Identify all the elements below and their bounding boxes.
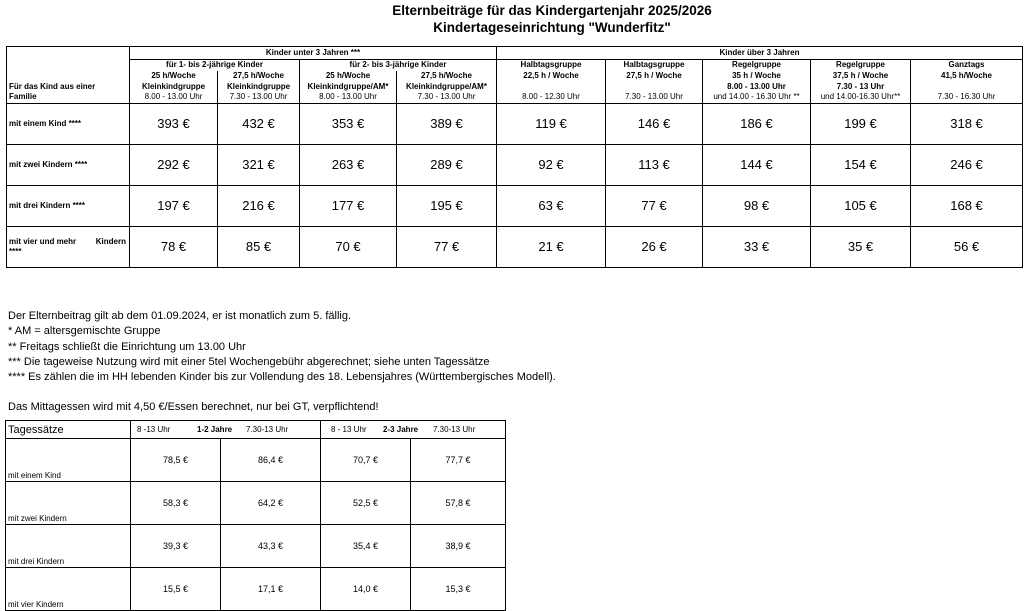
header-time: 8 - 13 Uhr [331, 425, 367, 434]
row-label: mit vier Kindern [6, 568, 131, 611]
footnote: **** Es zählen die im HH lebenden Kinder bis zur Vollendung des 18. Lebensjahres (Württembergisches Modell). [8, 371, 556, 384]
table-row [7, 226, 1023, 267]
row-label: mit drei Kindern **** [7, 185, 130, 226]
col-hours-6: 27,5 h / Woche [606, 71, 703, 82]
fee-cell: 26 € [606, 226, 703, 267]
col-times-6: 7.30 - 13.00 Uhr [606, 92, 703, 103]
col-group-7: 8.00 - 13.00 Uhr [703, 81, 811, 92]
col-group-6 [606, 81, 703, 92]
table-row [6, 568, 506, 611]
fee-cell: 77 € [606, 185, 703, 226]
fee-cell: 177 € [300, 185, 397, 226]
col-group-2: Kleinkindgruppe [218, 81, 300, 92]
fee-cell: 389 € [397, 103, 497, 144]
fee-cell: 70 € [300, 226, 397, 267]
rate-cell: 35,4 € [321, 525, 411, 568]
col-group-3: Kleinkindgruppe/AM* [300, 81, 397, 92]
fee-cell: 35 € [811, 226, 911, 267]
sub-2-3: für 2- bis 3-jährige Kinder [300, 60, 497, 71]
rate-cell: 38,9 € [411, 525, 506, 568]
col-group-5 [497, 81, 606, 92]
fee-cell: 78 € [130, 226, 218, 267]
table-row [7, 144, 1023, 185]
fee-cell: 246 € [911, 144, 1023, 185]
row-label-part: Kindern [95, 236, 126, 246]
fee-cell: 168 € [911, 185, 1023, 226]
footnote: *** Die tageweise Nutzung wird mit einer 5tel Wochengebühr abgerechnet; siehe unten Tagessätze [8, 355, 490, 368]
fee-cell: 77 € [397, 226, 497, 267]
daily-rates-table [5, 420, 506, 611]
fee-cell: 292 € [130, 144, 218, 185]
col-times-4: 7.30 - 13.00 Uhr [397, 92, 497, 103]
fee-cell: 63 € [497, 185, 606, 226]
fee-cell: 263 € [300, 144, 397, 185]
header-time: 7.30-13 Uhr [246, 425, 289, 434]
col-group-4: Kleinkindgruppe/AM* [397, 81, 497, 92]
rate-cell: 77,7 € [411, 439, 506, 482]
rate-cell: 64,2 € [221, 482, 321, 525]
header-time: 8 -13 Uhr [137, 425, 171, 434]
fee-cell: 321 € [218, 144, 300, 185]
fee-table [6, 46, 1023, 268]
col-times-1: 8.00 - 13.00 Uhr [130, 92, 218, 103]
header-row-group [7, 81, 1023, 92]
group-under3: Kinder unter 3 Jahren *** [130, 47, 497, 60]
sub-1-2: für 1- bis 2-jährige Kinder [130, 60, 300, 71]
fee-cell: 105 € [811, 185, 911, 226]
col-hours-2: 27,5 h/Woche [218, 71, 300, 82]
col-hours-8: 37,5 h / Woche [811, 71, 911, 82]
rate-cell: 17,1 € [221, 568, 321, 611]
col-times-8: und 14.00-16.30 Uhr** [811, 92, 911, 103]
fee-cell: 195 € [397, 185, 497, 226]
family-label-2: Familie [7, 92, 130, 103]
rate-cell: 52,5 € [321, 482, 411, 525]
col-hours-3: 25 h/Woche [300, 71, 397, 82]
daily-rates-title: Tagessätze [6, 421, 131, 439]
rate-cell: 15,3 € [411, 568, 506, 611]
fee-cell: 33 € [703, 226, 811, 267]
col-name-9: Ganztags [911, 60, 1023, 71]
fee-cell: 197 € [130, 185, 218, 226]
fee-cell: 119 € [497, 103, 606, 144]
header-time: 7.30-13 Uhr [433, 425, 476, 434]
footnote: ** Freitags schließt die Einrichtung um 13.00 Uhr [8, 340, 246, 353]
header-row-hours [7, 71, 1023, 82]
row-label: mit zwei Kindern [6, 482, 131, 525]
col-name-5: Halbtagsgruppe [497, 60, 606, 71]
document-title: Elternbeiträge für das Kindergartenjahr 2025/2026 [392, 3, 712, 18]
row-label-part: **** [9, 246, 22, 256]
rate-cell: 57,8 € [411, 482, 506, 525]
daily-rates-header [6, 421, 506, 439]
fee-cell: 146 € [606, 103, 703, 144]
row-label: mit einem Kind **** [7, 103, 130, 144]
col-name-7: Regelgruppe [703, 60, 811, 71]
table-row [7, 103, 1023, 144]
col-times-7: und 14.00 - 16.30 Uhr ** [703, 92, 811, 103]
col-hours-4: 27,5 h/Woche [397, 71, 497, 82]
row-label [7, 226, 130, 267]
row-label: mit drei Kindern [6, 525, 131, 568]
fee-cell: 216 € [218, 185, 300, 226]
fee-cell: 92 € [497, 144, 606, 185]
rate-cell: 70,7 € [321, 439, 411, 482]
rate-cell: 39,3 € [131, 525, 221, 568]
col-times-3: 8.00 - 13.00 Uhr [300, 92, 397, 103]
fee-cell: 353 € [300, 103, 397, 144]
header-age: 1-2 Jahre [197, 425, 233, 434]
header-age-2-3 [321, 421, 506, 439]
rate-cell: 86,4 € [221, 439, 321, 482]
fee-cell: 56 € [911, 226, 1023, 267]
fee-cell: 144 € [703, 144, 811, 185]
header-age-1-2 [131, 421, 321, 439]
rate-cell: 58,3 € [131, 482, 221, 525]
fee-cell: 113 € [606, 144, 703, 185]
fee-cell: 393 € [130, 103, 218, 144]
col-group-1: Kleinkindgruppe [130, 81, 218, 92]
header-row-times [7, 92, 1023, 103]
fee-cell: 432 € [218, 103, 300, 144]
fee-cell: 318 € [911, 103, 1023, 144]
rate-cell: 15,5 € [131, 568, 221, 611]
row-label: mit zwei Kindern **** [7, 144, 130, 185]
fee-cell: 199 € [811, 103, 911, 144]
footnote: * AM = altersgemischte Gruppe [8, 325, 161, 338]
lunch-note: Das Mittagessen wird mit 4,50 €/Essen berechnet, nur bei GT, verpflichtend! [8, 401, 379, 414]
header-row-sub [7, 60, 1023, 71]
rate-cell: 43,3 € [221, 525, 321, 568]
fee-cell: 154 € [811, 144, 911, 185]
footnote: Der Elternbeitrag gilt ab dem 01.09.2024, er ist monatlich zum 5. fällig. [8, 310, 352, 322]
fee-cell: 289 € [397, 144, 497, 185]
col-group-8: 7.30 - 13 Uhr [811, 81, 911, 92]
col-group-9 [911, 81, 1023, 92]
col-hours-5: 22,5 h / Woche [497, 71, 606, 82]
footnotes [8, 309, 556, 416]
fee-cell: 186 € [703, 103, 811, 144]
rate-cell: 78,5 € [131, 439, 221, 482]
row-label-part: mit vier und mehr [9, 236, 77, 246]
col-hours-1: 25 h/Woche [130, 71, 218, 82]
table-row [6, 439, 506, 482]
fee-cell: 21 € [497, 226, 606, 267]
col-name-6: Halbtagsgruppe [606, 60, 703, 71]
table-row [6, 525, 506, 568]
header-row-groups [7, 47, 1023, 60]
col-times-5: 8.00 - 12.30 Uhr [497, 92, 606, 103]
col-times-9: 7.30 - 16.30 Uhr [911, 92, 1023, 103]
row-label: mit einem Kind [6, 439, 131, 482]
fee-cell: 98 € [703, 185, 811, 226]
rate-cell: 14,0 € [321, 568, 411, 611]
family-label-1: Für das Kind aus einer [7, 81, 130, 92]
col-times-2: 7.30 - 13.00 Uhr [218, 92, 300, 103]
header-age: 2-3 Jahre [383, 425, 419, 434]
table-row [7, 185, 1023, 226]
table-row [6, 482, 506, 525]
col-hours-9: 41,5 h/Woche [911, 71, 1023, 82]
document-subtitle: Kindertageseinrichtung "Wunderfitz" [433, 20, 671, 35]
col-name-8: Regelgruppe [811, 60, 911, 71]
fee-cell: 85 € [218, 226, 300, 267]
col-hours-7: 35 h / Woche [703, 71, 811, 82]
corner-cell [7, 47, 130, 60]
group-over3: Kinder über 3 Jahren [497, 47, 1023, 60]
